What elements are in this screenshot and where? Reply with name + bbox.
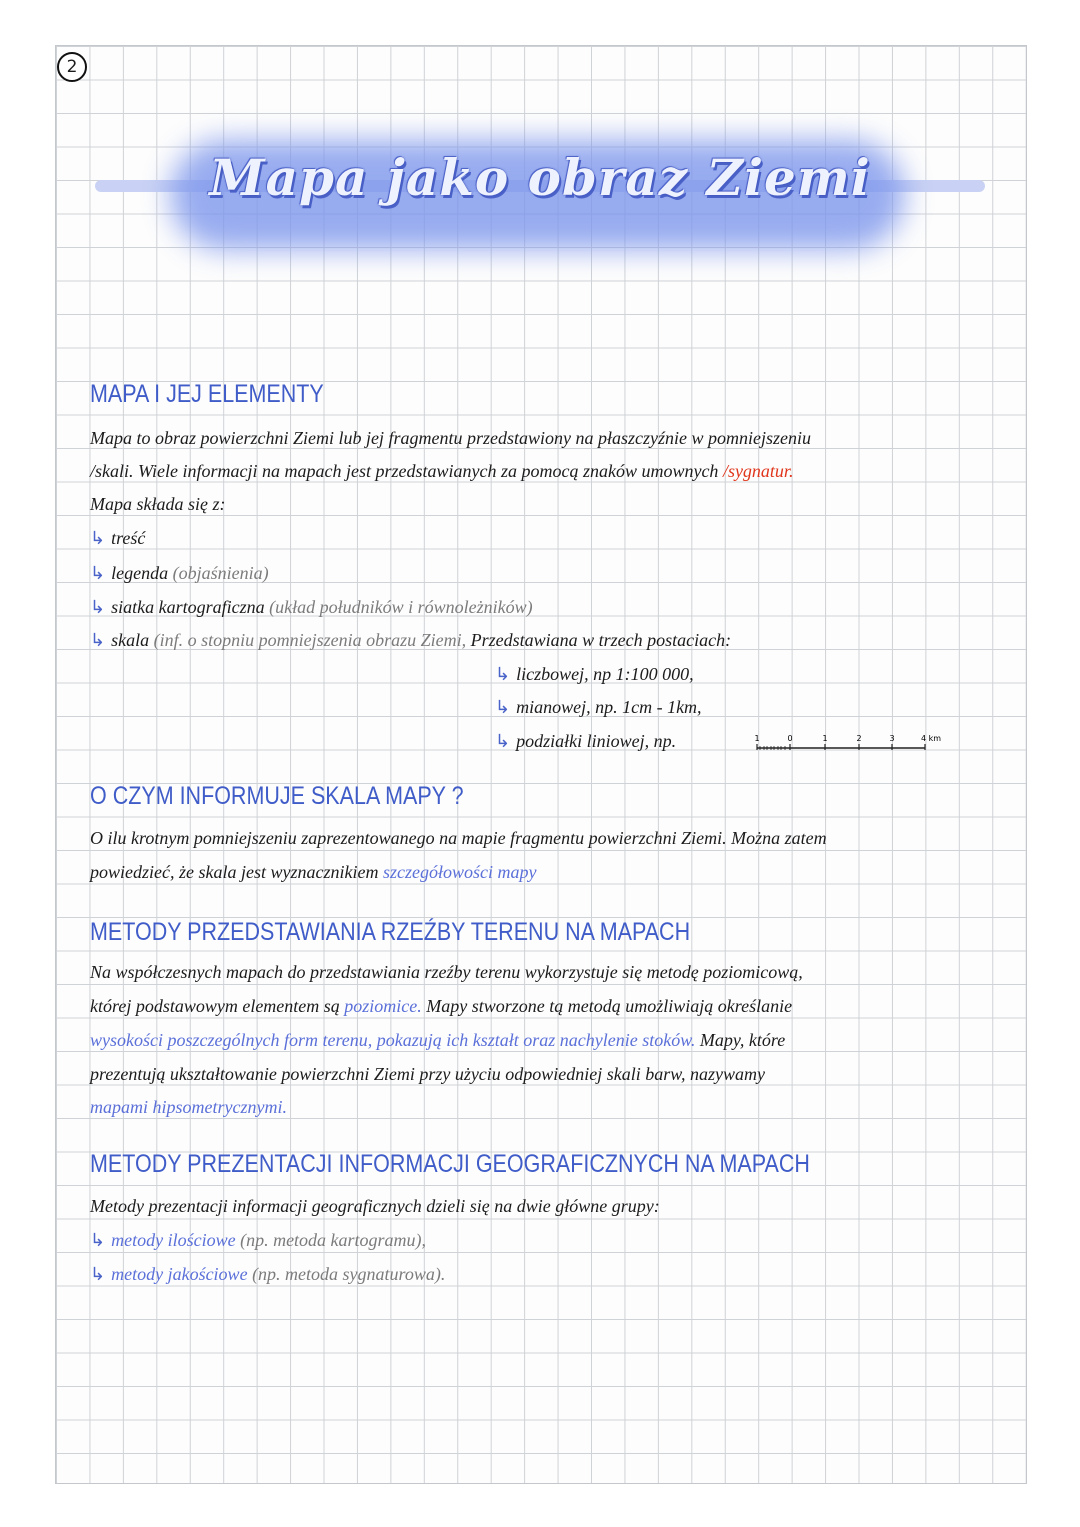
scale-tick-label: 3: [889, 734, 895, 743]
paragraph-line: O ilu krotnym pomniejszeniu zaprezentowanego na mapie fragmentu powierzchni Ziemi. Można zatem: [90, 828, 827, 848]
list-item: ↳ legenda (objaśnienia): [90, 563, 269, 583]
paragraph-line: Metody prezentacji informacji geograficznych dzieli się na dwie główne grupy:: [90, 1196, 660, 1216]
scale-tick-label: 0: [787, 734, 793, 743]
paragraph-line: Mapa składa się z:: [90, 494, 226, 514]
paragraph-line: prezentują ukształtowanie powierzchni Ziemi przy użyciu odpowiedniej skali barw, nazywamy: [90, 1064, 765, 1084]
list-item: ↳ treść: [90, 528, 146, 548]
scale-tick-label: 1: [754, 734, 760, 743]
paragraph-line: wysokości poszczególnych form terenu, pokazują ich kształt oraz nachylenie stoków. Mapy, które: [90, 1030, 786, 1050]
highlight-red-text: /sygnatur.: [722, 461, 794, 481]
scale-tick-label: 2: [856, 734, 862, 743]
arrow-icon: ↳: [495, 697, 511, 717]
list-item: ↳ metody ilościowe (np. metoda kartogramu),: [90, 1230, 427, 1250]
highlight-blue-text: poziomice.: [344, 996, 422, 1016]
section-heading-presentation-methods: METODY PREZENTACJI INFORMACJI GEOGRAFICZNYCH NA MAPACH: [90, 1150, 810, 1178]
page-number: 2: [57, 52, 87, 82]
scale-form-item: ↳ liczbowej, np 1:100 000,: [495, 664, 694, 684]
highlight-blue-text: mapami hipsometrycznymi.: [90, 1097, 287, 1117]
arrow-icon: ↳: [90, 1230, 106, 1250]
paragraph-line: [90, 1097, 287, 1118]
arrow-icon: ↳: [90, 1264, 106, 1284]
highlight-blue-text: wysokości poszczególnych form terenu, pokazują ich kształt oraz nachylenie stoków.: [90, 1030, 696, 1050]
arrow-icon: ↳: [495, 731, 511, 751]
linear-scale-bar: [755, 732, 955, 754]
paragraph-line: której podstawowym elementem są poziomice. Mapy stworzone tą metodą umożliwiają określanie: [90, 996, 793, 1016]
paragraph-line: [90, 461, 793, 482]
paragraph-line: powiedzieć, że skala jest wyznacznikiem szczegółowości mapy: [90, 862, 537, 882]
arrow-icon: ↳: [90, 528, 106, 548]
list-item: ↳ metody jakościowe (np. metoda sygnaturowa).: [90, 1264, 446, 1284]
list-item: ↳ skala (inf. o stopniu pomniejszenia obrazu Ziemi, Przedstawiana w trzech postaciach:: [90, 630, 732, 650]
list-item: ↳ siatka kartograficzna (układ południków i równoleżników): [90, 597, 533, 617]
scale-tick-label: 1: [822, 734, 828, 743]
scale-form-item: ↳ podziałki liniowej, np.: [495, 731, 677, 751]
highlight-blue-text: szczegółowości mapy: [382, 862, 537, 882]
paragraph-line: Na współczesnych mapach do przedstawiania rzeźby terenu wykorzystuje się metodę poziomicową,: [90, 962, 803, 982]
paragraph-line: Mapa to obraz powierzchni Ziemi lub jej fragmentu przedstawiony na płaszczyźnie w pomniejszeniu: [90, 428, 811, 448]
scale-tick-label: 4 km: [920, 734, 942, 743]
arrow-icon: ↳: [90, 597, 106, 617]
section-heading-map-elements: MAPA I JEJ ELEMENTY: [90, 380, 324, 408]
section-heading-relief-methods: METODY PRZEDSTAWIANIA RZEŹBY TERENU NA MAPACH: [90, 918, 691, 946]
section-heading-scale-info: O CZYM INFORMUJE SKALA MAPY ?: [90, 782, 464, 810]
arrow-icon: ↳: [90, 630, 106, 650]
arrow-icon: ↳: [495, 664, 511, 684]
page-title: Mapa jako obraz Ziemi: [209, 148, 871, 207]
paragraph-text: /skali. Wiele informacji na mapach jest przedstawianych za pomocą znaków umownych: [90, 461, 719, 481]
scale-form-item: ↳ mianowej, np. 1cm - 1km,: [495, 697, 702, 717]
arrow-icon: ↳: [90, 563, 106, 583]
